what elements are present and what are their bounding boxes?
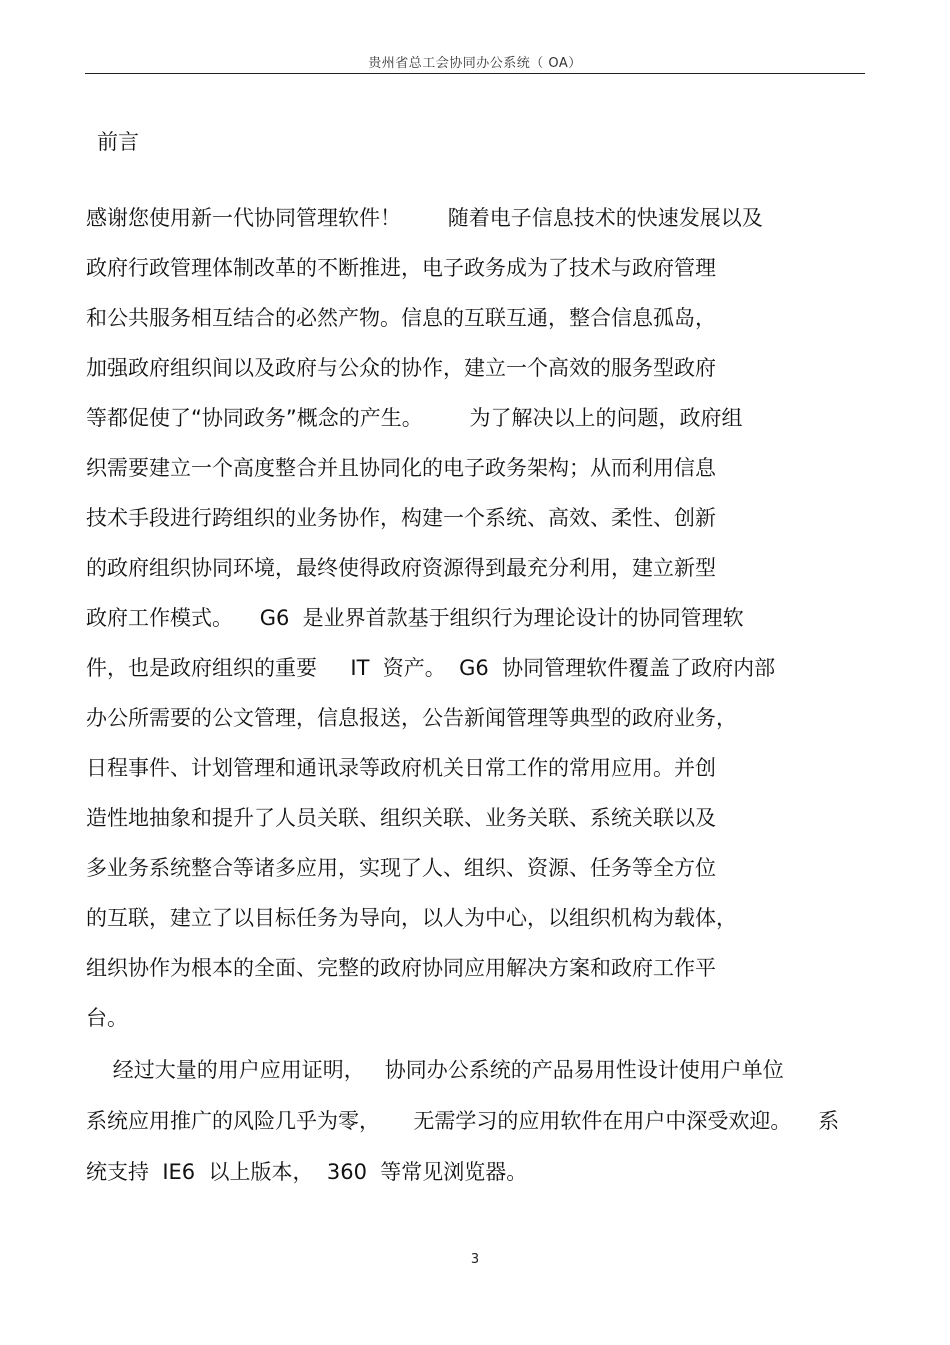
- body-line: 多业务系统整合等诸多应用，实现了人、组织、资源、任务等全方位: [86, 856, 716, 880]
- body-line: 等都促使了“协同政务”概念的产生。 为了解决以上的问题，政府组: [86, 406, 743, 430]
- running-header: 贵州省总工会协同办公系统（ OA）: [368, 56, 582, 71]
- body-line: 组织协作为根本的全面、完整的政府协同应用解决方案和政府工作平: [86, 956, 716, 980]
- header-rule: [85, 73, 865, 74]
- body-line: 感谢您使用新一代协同管理软件！ 随着电子信息技术的快速发展以及: [86, 206, 763, 230]
- body-line: 经过大量的用户应用证明， 协同办公系统的产品易用性设计使用户单位: [86, 1058, 784, 1082]
- body-line: 技术手段进行跨组织的业务协作，构建一个系统、高效、柔性、创新: [86, 506, 716, 530]
- body-line: 加强政府组织间以及政府与公众的协作，建立一个高效的服务型政府: [86, 356, 716, 380]
- body-line: 的互联，建立了以目标任务为导向，以人为中心，以组织机构为载体，: [86, 906, 737, 930]
- body-line: 政府工作模式。 G6 是业界首款基于组织行为理论设计的协同管理软: [86, 606, 744, 630]
- body-line: 织需要建立一个高度整合并且协同化的电子政务架构；从而利用信息: [86, 456, 716, 480]
- page-number: 3: [470, 1252, 480, 1267]
- body-line: 造性地抽象和提升了人员关联、组织关联、业务关联、系统关联以及: [86, 806, 716, 830]
- body-line: 日程事件、计划管理和通讯录等政府机关日常工作的常用应用。并创: [86, 756, 716, 780]
- body-line: 和公共服务相互结合的必然产物。信息的互联互通，整合信息孤岛，: [86, 306, 716, 330]
- body-line: 统支持 IE6 以上版本， 360 等常见浏览器。: [86, 1160, 528, 1184]
- body-line: 办公所需要的公文管理，信息报送，公告新闻管理等典型的政府业务，: [86, 706, 737, 730]
- body-line: 件，也是政府组织的重要 IT 资产。 G6 协同管理软件覆盖了政府内部: [86, 656, 776, 680]
- body-line: 系统应用推广的风险几乎为零， 无需学习的应用软件在用户中深受欢迎。 系: [86, 1109, 840, 1133]
- section-title: 前言: [97, 130, 139, 154]
- body-line: 台。: [86, 1006, 128, 1030]
- body-line: 的政府组织协同环境，最终使得政府资源得到最充分利用，建立新型: [86, 556, 716, 580]
- body-line: 政府行政管理体制改革的不断推进，电子政务成为了技术与政府管理: [86, 256, 716, 280]
